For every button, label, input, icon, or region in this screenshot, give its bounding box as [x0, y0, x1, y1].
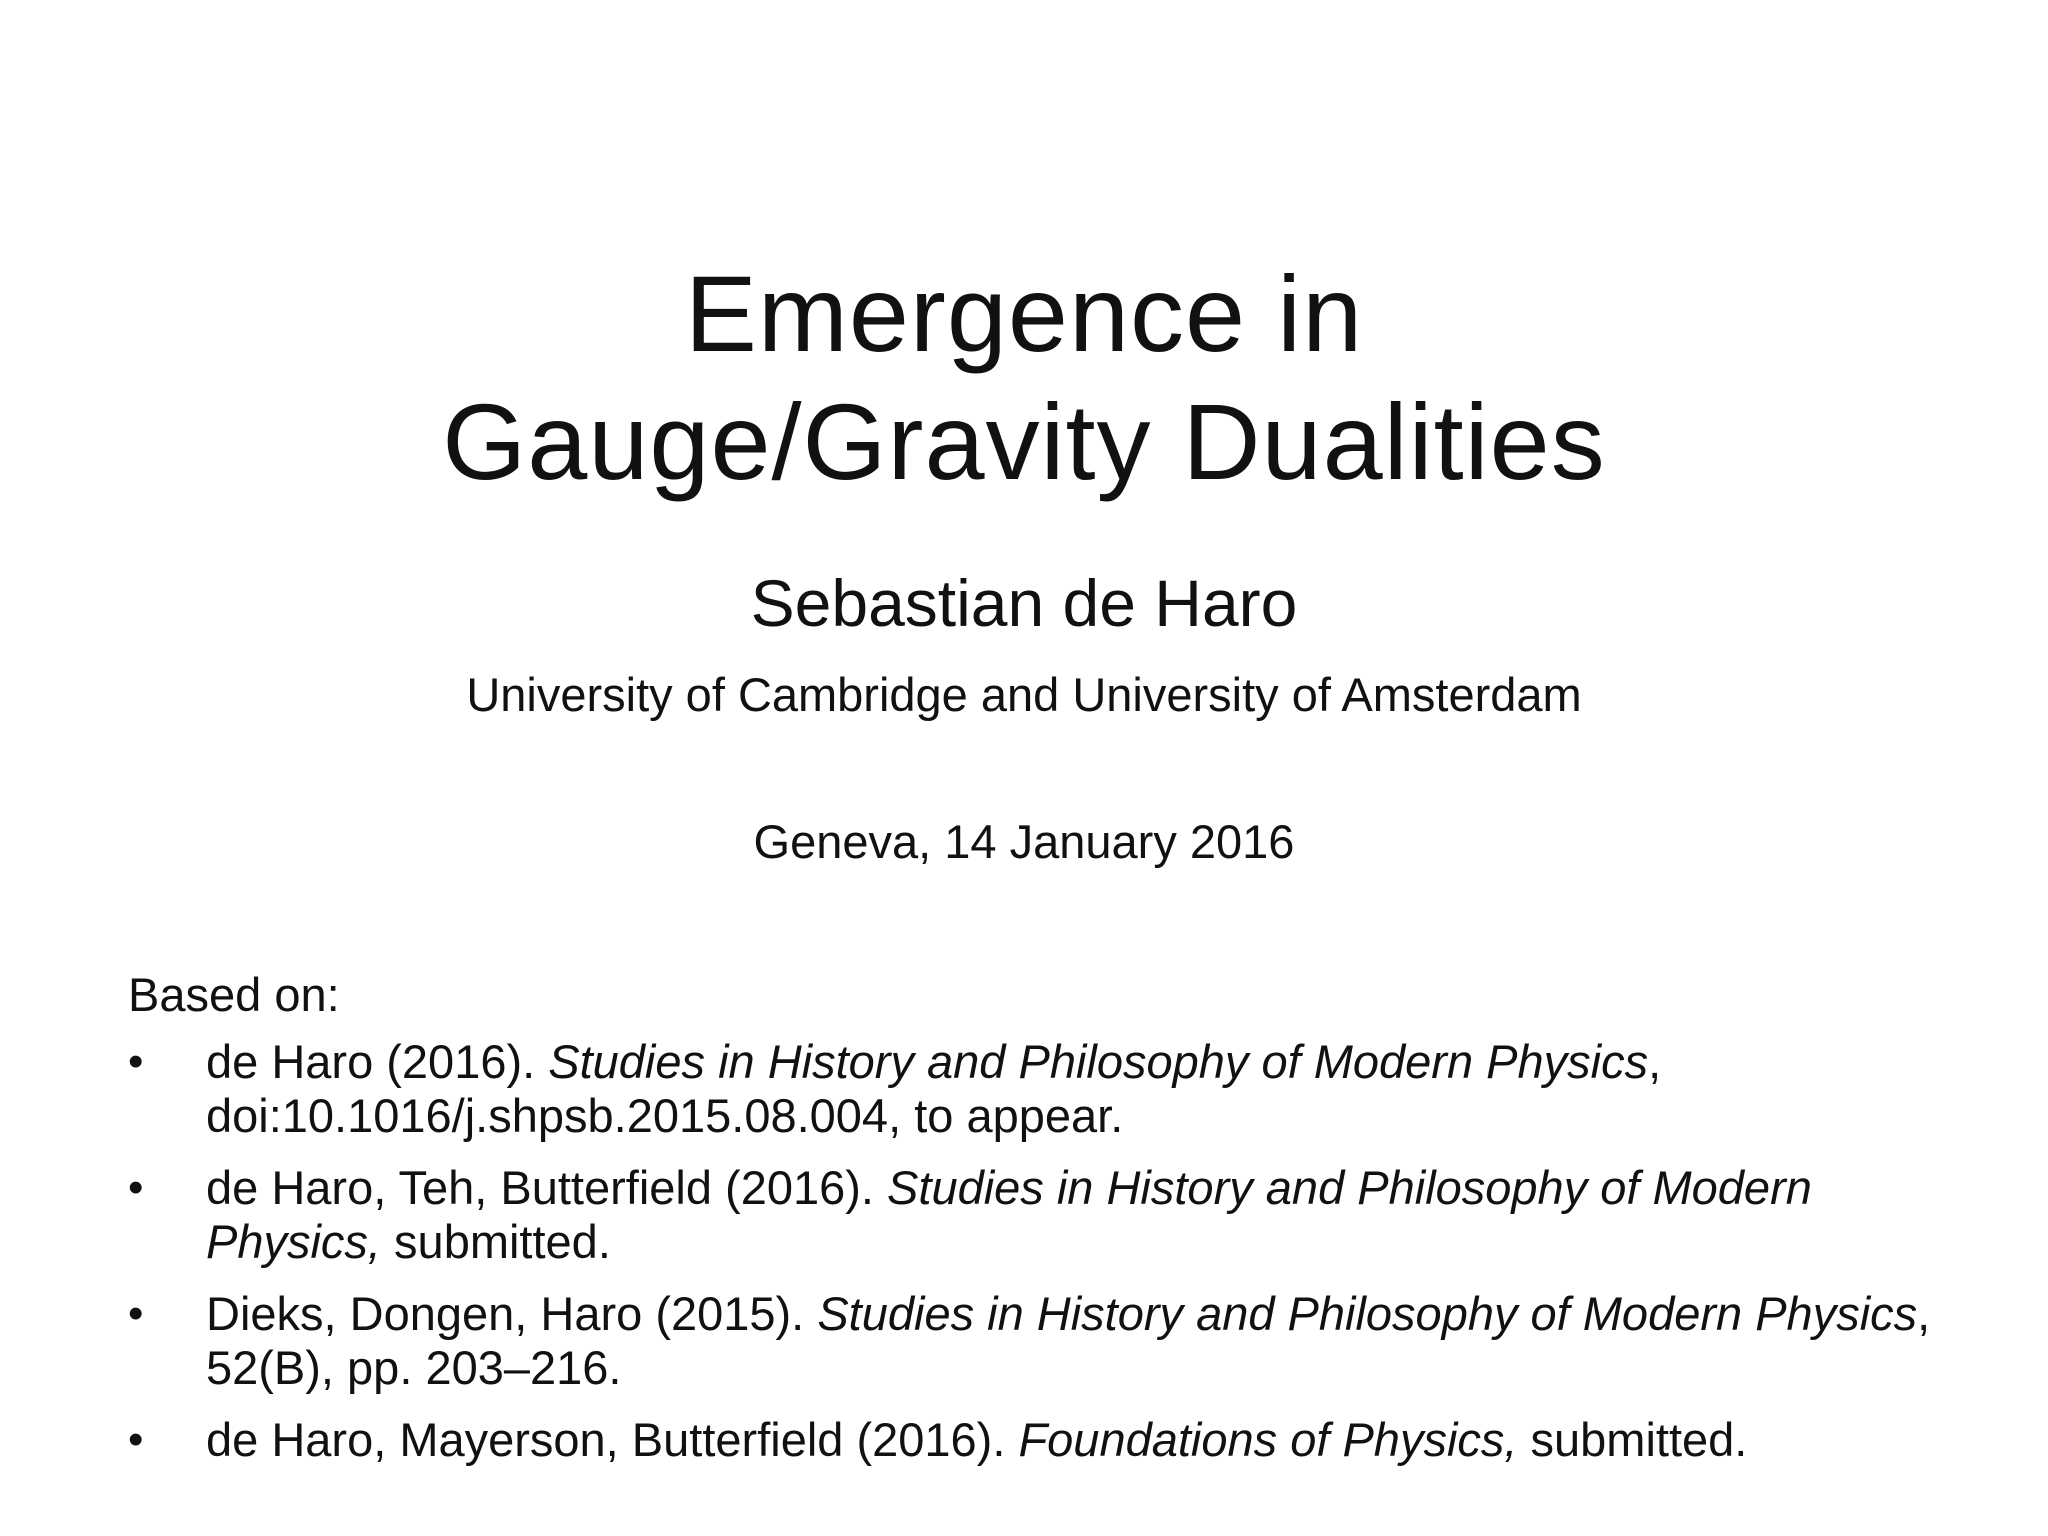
reference-journal: Foundations of Physics,	[1018, 1413, 1518, 1466]
reference-item-2	[128, 1161, 1988, 1269]
bullet-icon: •	[128, 1289, 144, 1338]
reference-authors-year: de Haro (2016).	[206, 1035, 549, 1088]
reference-item-1	[128, 1035, 1988, 1143]
reference-details: submitted.	[381, 1215, 611, 1268]
author-name: Sebastian de Haro	[750, 566, 1298, 640]
presentation-date: Geneva, 14 January 2016	[753, 815, 1295, 868]
bullet-icon: •	[128, 1415, 144, 1464]
reference-journal: Studies in History and Philosophy of Modern Physics	[548, 1035, 1649, 1088]
reference-authors-year: Dieks, Dongen, Haro (2015).	[206, 1287, 818, 1340]
author-affiliation: University of Cambridge and University of Amsterdam	[466, 668, 1582, 721]
reference-details: submitted.	[1517, 1413, 1748, 1466]
reference-authors-year: de Haro, Mayerson, Butterfield (2016).	[206, 1413, 1019, 1466]
title-line-1: Emergence in	[684, 253, 1364, 374]
bullet-icon: •	[128, 1037, 144, 1086]
reference-item-4	[128, 1413, 1988, 1467]
slide-title	[0, 250, 2048, 506]
reference-journal: Studies in History and Philosophy of Modern Physics	[817, 1287, 1918, 1340]
reference-details: , 52(B), pp. 203–216.	[206, 1287, 1931, 1394]
reference-item-3	[128, 1287, 1988, 1395]
reference-journal: Studies in History and Philosophy of Modern Physics,	[206, 1161, 1812, 1268]
bullet-icon: •	[128, 1163, 144, 1212]
based-on-label: Based on:	[128, 968, 340, 1021]
title-line-2: Gauge/Gravity Dualities	[442, 381, 1606, 502]
reference-details: , doi:10.1016/j.shpsb.2015.08.004, to appear.	[206, 1035, 1662, 1142]
reference-authors-year: de Haro, Teh, Butterfield (2016).	[206, 1161, 888, 1214]
reference-list	[128, 1035, 1988, 1485]
